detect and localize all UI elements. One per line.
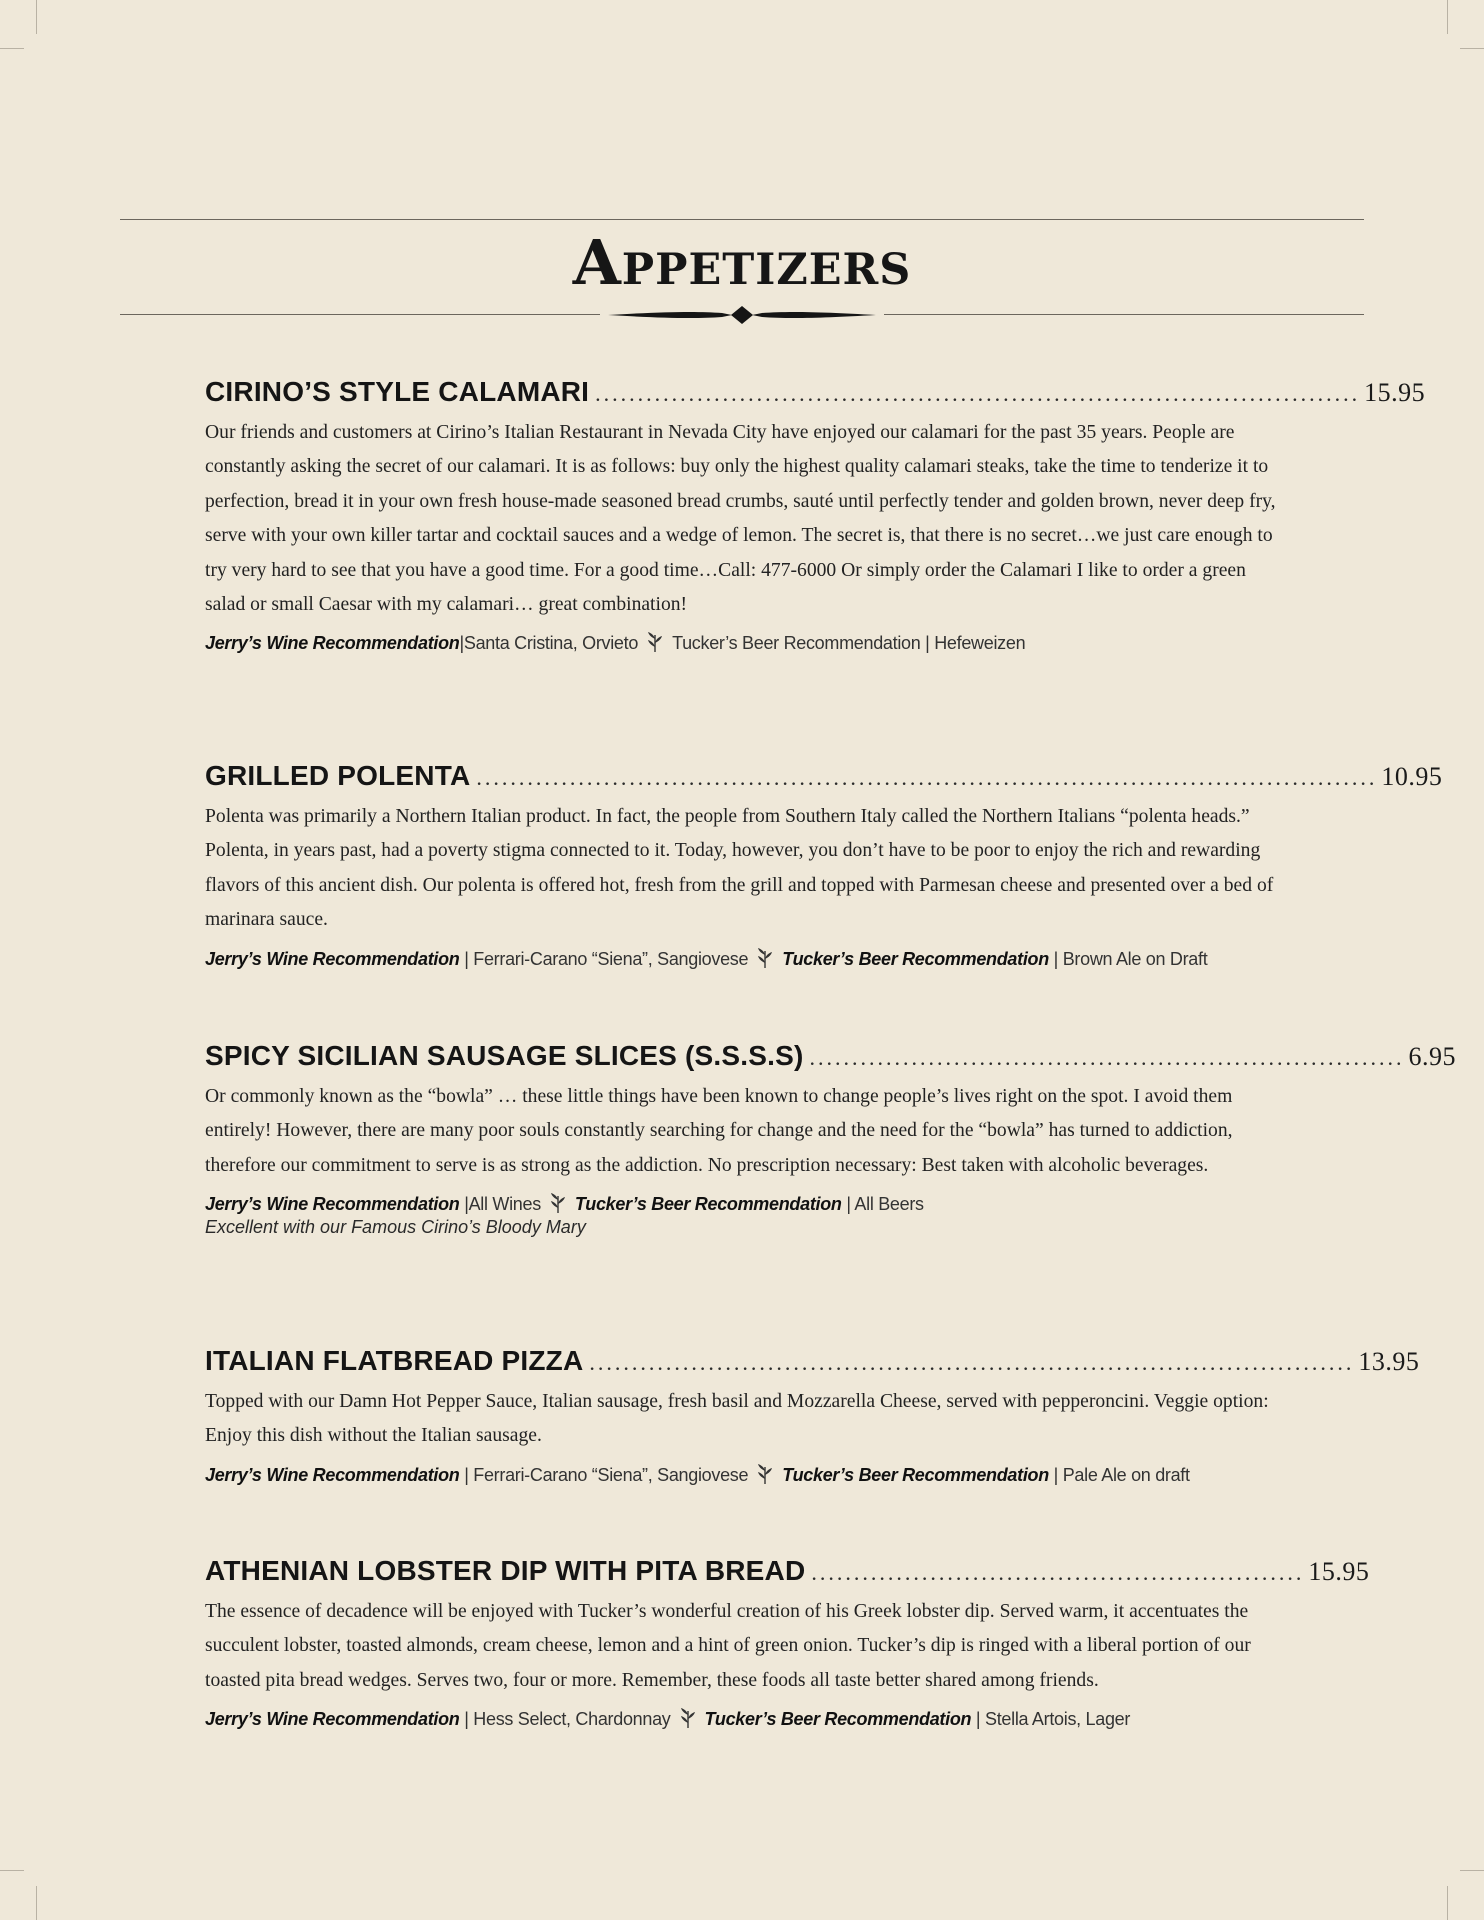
beer-recommendation: | Brown Ale on Draft (1048, 948, 1208, 969)
item-header (205, 1345, 1420, 1381)
wine-recommendation: | Ferrari-Carano “Siena”, Sangiovese (459, 948, 749, 969)
wine-recommendation: |All Wines (459, 1194, 541, 1215)
recommendation-line (205, 946, 1291, 972)
dot-leader: .......................................................................................... (595, 381, 1361, 406)
item-name: GRILLED POLENTA (205, 760, 471, 791)
wine-label: Jerry’s Wine Recommendation (205, 633, 460, 654)
item-name: ITALIAN FLATBREAD PIZZA (205, 1345, 584, 1376)
recommendation-line (205, 1462, 1291, 1488)
recommendation-line (205, 1191, 1291, 1217)
sprig-icon (646, 631, 664, 653)
item-header (205, 760, 1443, 796)
dot-leader: ...................................................................... (809, 1045, 1405, 1070)
beer-label: Tucker’s Beer Recommendation (782, 1464, 1049, 1485)
beer-recommendation: | Stella Artois, Lager (971, 1709, 1131, 1730)
wine-recommendation: | Ferrari-Carano “Siena”, Sangiovese (459, 1464, 749, 1485)
item-price: 15.95 (1364, 378, 1426, 407)
item-name: ATHENIAN LOBSTER DIP WITH PITA BREAD (205, 1555, 806, 1586)
beer-recommendation: | All Beers (841, 1194, 924, 1215)
beer-recommendation: Tucker’s Beer Recommendation | Hefeweizen (672, 633, 1026, 654)
item-header (205, 1040, 1457, 1076)
item-name: CIRINO’S STYLE CALAMARI (205, 376, 590, 407)
dot-leader: .......................................................................................... (589, 1350, 1355, 1375)
item-name: SPICY SICILIAN SAUSAGE SLICES (S.S.S.S) (205, 1040, 804, 1071)
item-price: 15.95 (1308, 1557, 1370, 1586)
beer-label: Tucker’s Beer Recommendation (574, 1194, 842, 1215)
menu-item (205, 760, 1443, 972)
menu-item (205, 1040, 1457, 1238)
wine-label: Jerry’s Wine Recommendation (205, 1709, 460, 1730)
dot-leader: .......................................................... (811, 1560, 1305, 1585)
crop-mark (1460, 1870, 1484, 1871)
wine-recommendation: | Hess Select, Chardonnay (459, 1709, 671, 1730)
menu-item (205, 1555, 1370, 1732)
crop-mark (0, 1870, 24, 1871)
wine-label: Jerry’s Wine Recommendation (205, 948, 460, 969)
crop-mark (0, 48, 24, 49)
crop-mark (36, 1886, 37, 1920)
item-description: The essence of decadence will be enjoyed with Tucker’s wonderful creation of his Greek lobster dip. Served warm, it accentuates the succulent lobster, toasted almonds, cream cheese, lemon and a hint of green onion. Tucker’s dip is ringed with a liberal portion of our toasted pita bread wedges. Serves two, four or more. Remember, these foods all taste better shared among friends. (205, 1601, 1251, 1691)
beer-label: Tucker’s Beer Recommendation (704, 1709, 972, 1730)
item-price: 13.95 (1358, 1347, 1420, 1376)
item-description: Or commonly known as the “bowla” … these little things have been known to change people’s lives right on the spot. I avoid them entirely! However, there are many poor souls constantly searching for change and the need for the “bowla” has turned to addiction, therefore our commitment to serve is as strong as the addiction. No prescription necessary: Best taken with alcoholic beverages. (205, 1086, 1233, 1176)
crop-mark (1460, 48, 1484, 49)
recommendation-line (205, 630, 1291, 656)
crop-mark (1447, 0, 1448, 34)
header-top-rule (120, 219, 1364, 220)
flourish-ornament (600, 302, 884, 328)
wine-label: Jerry’s Wine Recommendation (205, 1464, 460, 1485)
wine-recommendation: |Santa Cristina, Orvieto (459, 633, 639, 654)
item-header (205, 1555, 1370, 1591)
page-title: Appetizers (572, 226, 912, 299)
sprig-icon (756, 1463, 774, 1485)
crop-mark (36, 0, 37, 34)
item-header (205, 376, 1426, 412)
item-price: 6.95 (1408, 1042, 1457, 1071)
beer-label: Tucker’s Beer Recommendation (782, 948, 1049, 969)
beer-recommendation: | Pale Ale on draft (1048, 1464, 1190, 1485)
sprig-icon (679, 1707, 697, 1729)
sprig-icon (756, 947, 774, 969)
item-note: Excellent with our Famous Cirino’s Bloody Mary (205, 1217, 586, 1238)
recommendation-line (205, 1706, 1291, 1732)
item-price: 10.95 (1381, 762, 1443, 791)
crop-mark (1447, 1886, 1448, 1920)
wine-label: Jerry’s Wine Recommendation (205, 1194, 460, 1215)
dot-leader: .......................................................................................................... (476, 765, 1378, 790)
menu-item (205, 1345, 1420, 1488)
item-description: Our friends and customers at Cirino’s Italian Restaurant in Nevada City have enjoyed our calamari for the past 35 years. People are constantly asking the secret of our calamari. It is as follows: buy only the highest quality calamari steaks, take the time to tenderize it to perfection, bread it in your own fresh house-made seasoned bread crumbs, sauté until perfectly tender and golden brown, never deep fry, serve with your own killer tartar and cocktail sauces and a wedge of lemon. The secret is, that there is no secret…we just care enough to try very hard to see that you have a good time. For a good time…Call: 477-6000 Or simply order the Calamari I like to order a green salad or small Caesar with my calamari… great combination! (205, 422, 1276, 616)
item-description: Polenta was primarily a Northern Italian product. In fact, the people from Southern Italy called the Northern Italians “polenta heads.” Polenta, in years past, had a poverty stigma connected to it. Today, however, you don’t have to be poor to enjoy the rich and rewarding flavors of this ancient dish. Our polenta is offered hot, fresh from the grill and topped with Parmesan cheese and presented over a bed of marinara sauce. (205, 806, 1274, 931)
item-description: Topped with our Damn Hot Pepper Sauce, Italian sausage, fresh basil and Mozzarella Cheese, served with pepperoncini. Veggie option: Enjoy this dish without the Italian sausage. (205, 1391, 1269, 1447)
sprig-icon (549, 1192, 567, 1214)
menu-item (205, 376, 1426, 656)
